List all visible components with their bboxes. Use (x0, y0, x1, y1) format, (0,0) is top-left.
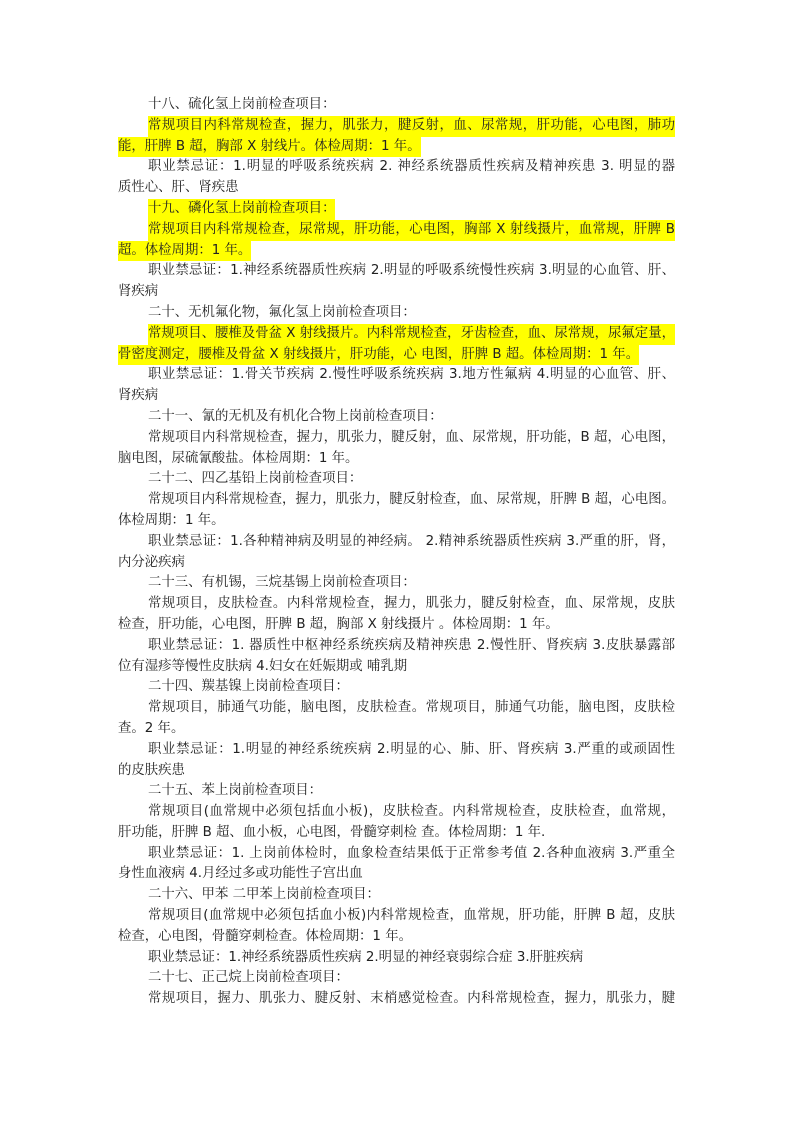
text-line: 检查，肝功能，心电图，肝脾 B 超，胸部 X 射线摄片 。体检周期：1 年。 (118, 616, 559, 632)
highlighted-text-line: 常规项目内科常规检查，握力，肌张力，腱反射，血、尿常规，肝功能，心电图，肺功 (148, 116, 675, 137)
text-line: 二十二、四乙基铅上岗前检查项目： (148, 471, 363, 487)
text-line: 二十三、有机锡，三烷基锡上岗前检查项目： (148, 575, 416, 591)
text-line: 二十一、氰的无机及有机化合物上岗前检查项目： (148, 408, 443, 424)
text-line: 体检周期：1 年。 (118, 512, 225, 528)
text-line: 二十四、羰基镍上岗前检查项目： (148, 679, 349, 695)
text-line: 身性血液病 4.月经过多或功能性子宫出血 (118, 866, 363, 882)
text-line: 常规项目(血常规中必须包括血小板)内科常规检查，血常规，肝功能，肝脾 B 超，皮肤 (148, 908, 675, 924)
text-line: 常规项目内科常规检查，握力，肌张力，腱反射，血、尿常规，肝功能，B 超，心电图， (148, 429, 675, 445)
text-line: 职业禁忌证：1.神经系统器质性疾病 2.明显的神经衰弱综合症 3.肝脏疾病 (148, 949, 584, 965)
text-line: 职业禁忌证：1.各种精神病及明显的神经病。 2.精神系统器质性疾病 3.严重的肝，肾， (148, 533, 675, 549)
text-line: 常规项目，握力、肌张力、腱反射、末梢感觉检查。内科常规检查，握力，肌张力，腱 (148, 991, 675, 1007)
text-line: 职业禁忌证：1.明显的呼吸系统疾病 2. 神经系统器质性疾病及精神疾患 3. 明显的器 (148, 159, 675, 175)
text-line: 职业禁忌证：1.神经系统器质性疾病 2.明显的呼吸系统慢性疾病 3.明显的心血管、肝、 (148, 263, 675, 279)
text-line: 二十七、正己烷上岗前检查项目： (148, 970, 349, 986)
text-line: 常规项目内科常规检查，握力，肌张力，腱反射检查，血、尿常规，肝脾 B 超，心电图。 (148, 492, 675, 508)
text-line: 查。2 年。 (118, 720, 185, 736)
highlighted-text-line: 骨密度测定，腰椎及骨盆 X 射线摄片，肝功能，心 电图，肝脾 B 超。体检周期：1 年。 (118, 345, 639, 366)
text-line: 肾疾病 (118, 388, 159, 404)
text-line: 二十、无机氟化物，氟化氢上岗前检查项目： (148, 304, 416, 320)
text-line: 职业禁忌证：1.骨关节疾病 2.慢性呼吸系统疾病 3.地方性氟病 4.明显的心血管、肝、 (148, 367, 675, 383)
text-line: 肾疾病 (118, 284, 159, 300)
highlighted-text-line: 超。体检周期：1 年。 (118, 241, 251, 262)
text-line: 脑电图，尿硫氰酸盐。体检周期：1 年。 (118, 450, 359, 466)
text-line: 的皮肤疾患 (118, 762, 185, 778)
text-line: 质性心、肝、肾疾患 (118, 180, 239, 196)
highlighted-text-line: 常规项目内科常规检查，尿常规，肝功能，心电图，胸部 X 射线摄片，血常规，肝脾 B (148, 220, 675, 241)
text-line: 二十六、甲苯 二甲苯上岗前检查项目： (148, 887, 380, 903)
text-line: 肝功能，肝脾 B 超、血小板，心电图，骨髓穿刺检 查。体检周期：1 年. (118, 824, 546, 840)
text-line: 职业禁忌证：1. 器质性中枢神经系统疾病及精神疾患 2.慢性肝、肾疾病 3.皮肤暴露部 (148, 637, 675, 653)
text-line: 常规项目，肺通气功能，脑电图，皮肤检查。常规项目，肺通气功能，脑电图，皮肤检 (148, 700, 675, 716)
highlighted-text-line: 十九、磷化氢上岗前检查项目： (148, 199, 335, 220)
text-line: 职业禁忌证：1. 上岗前体检时，血象检查结果低于正常参考值 2.各种血液病 3.严重全 (148, 845, 675, 861)
text-line: 职业禁忌证：1.明显的神经系统疾病 2.明显的心、肺、肝、肾疾病 3.严重的或顽固性 (148, 741, 675, 757)
text-line: 检查，心电图，骨髓穿刺检查。体检周期：1 年。 (118, 928, 412, 944)
text-line: 二十五、苯上岗前检查项目： (148, 783, 323, 799)
text-line: 内分泌疾病 (118, 554, 185, 570)
highlighted-text-line: 能，肝脾 B 超，胸部 X 射线片。体检周期：1 年。 (118, 137, 421, 158)
highlighted-text-line: 常规项目、腰椎及骨盆 X 射线摄片。内科常规检查，牙齿检查，血、尿常规，尿氟定量， (148, 324, 675, 345)
text-line: 位有湿疹等慢性皮肤病 4.妇女在妊娠期或 哺乳期 (118, 658, 408, 674)
document-body (118, 95, 675, 1010)
text-line: 十八、硫化氢上岗前检查项目： (148, 97, 336, 112)
text-line: 常规项目(血常规中必须包括血小板)，皮肤检查。内科常规检查，皮肤检查，血常规， (148, 804, 675, 820)
text-line: 常规项目，皮肤检查。内科常规检查，握力，肌张力，腱反射检查，血、尿常规，皮肤 (148, 596, 675, 612)
